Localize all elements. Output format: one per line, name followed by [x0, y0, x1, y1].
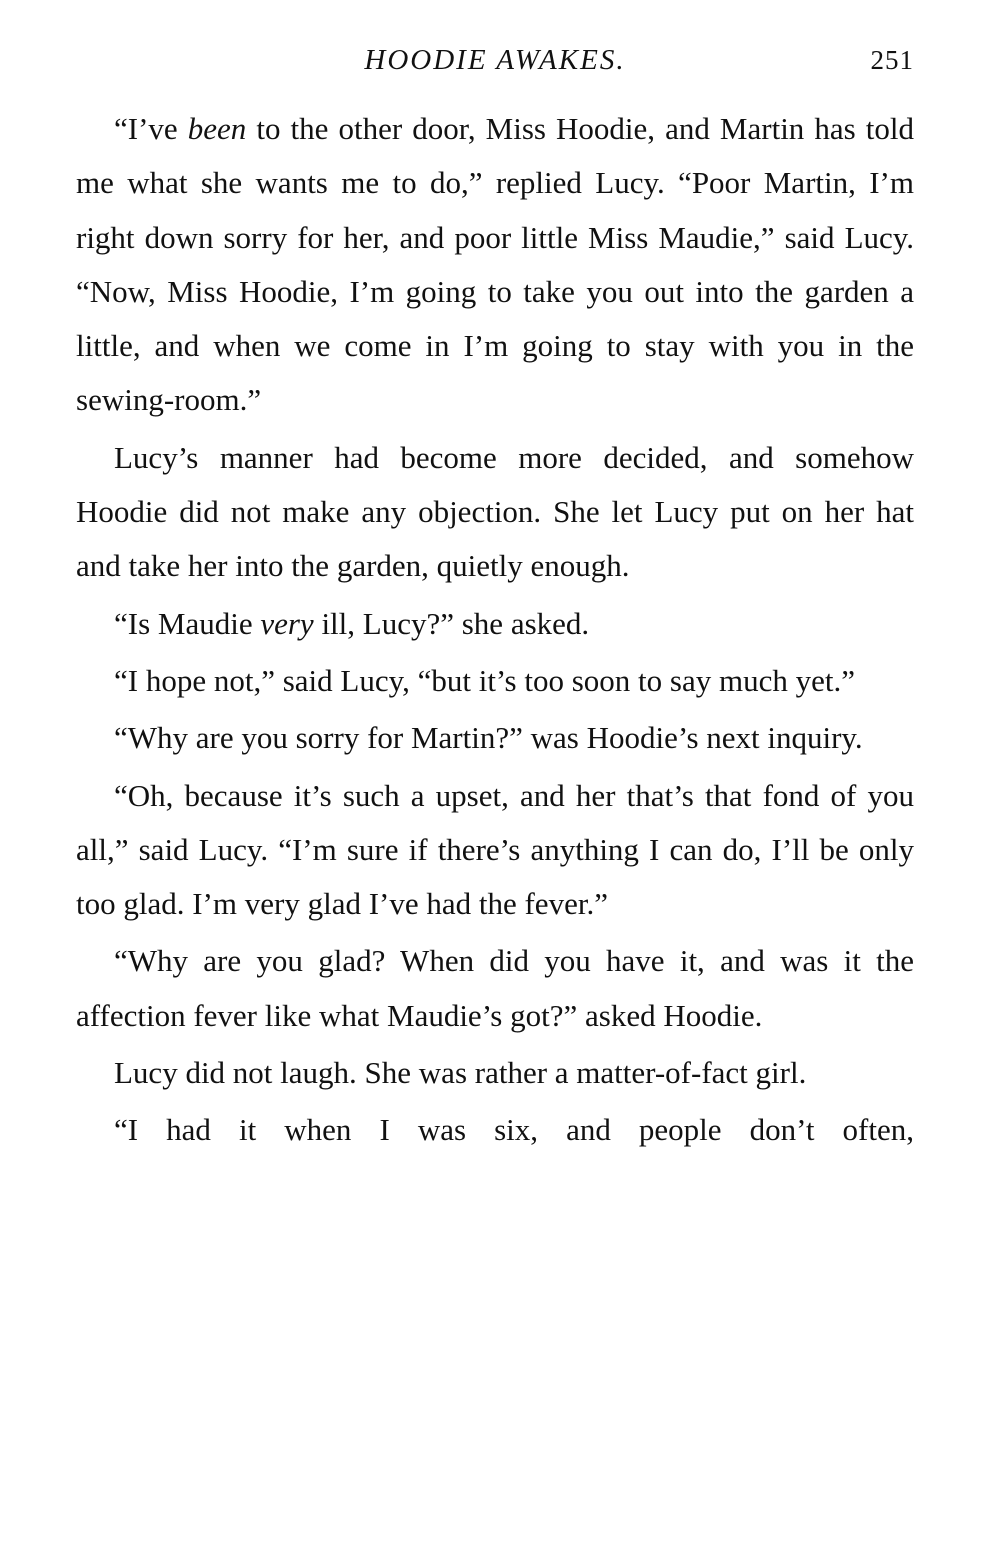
- paragraph-7: “Why are you glad? When did you have it, and was it the affection fever like what Maudie’s got?” asked Hoodie.: [76, 943, 914, 1033]
- paragraph-8: Lucy did not laugh. She was rather a matter-of-fact girl.: [114, 1055, 807, 1091]
- emphasis-been: been: [187, 111, 247, 146]
- paragraph-5: “Why are you sorry for Martin?” was Hoodie’s next inquiry.: [114, 720, 863, 756]
- paragraph-1: “I’ve been to the other door, Miss Hoodie, and Martin has told me what she wants me to do,” replied Lucy. “Poor Martin, I’m right down sorry for her, and poor little Miss Maudie,” said Lucy. “Now, Miss Hoodie, I’m going to take you out into the garden a little, and when we come in I’m going to stay with you in the sewing-room.”: [76, 111, 914, 418]
- paragraph-6: “Oh, because it’s such a upset, and her that’s that fond of you all,” said Lucy. “I’m sure if there’s anything I can do, I’ll be only too glad. I’m very glad I’ve had the fever.”: [76, 777, 914, 922]
- page-number: 251: [870, 45, 914, 75]
- paragraph-4: “I hope not,” said Lucy, “but it’s too soon to say much yet.”: [114, 662, 855, 698]
- page-header: [76, 44, 914, 84]
- paragraph-3: “Is Maudie very ill, Lucy?” she asked.: [114, 605, 590, 641]
- paragraph-2: Lucy’s manner had become more decided, and somehow Hoodie did not make any objection. She let Lucy put on her hat and take her into the garden, quietly enough.: [76, 439, 914, 584]
- paragraph-9: “I had it when I was six, and people don’t often,: [114, 1112, 914, 1148]
- emphasis-very: very: [260, 605, 314, 641]
- running-title: HOODIE AWAKES.: [364, 44, 626, 76]
- body-text: [76, 102, 914, 1158]
